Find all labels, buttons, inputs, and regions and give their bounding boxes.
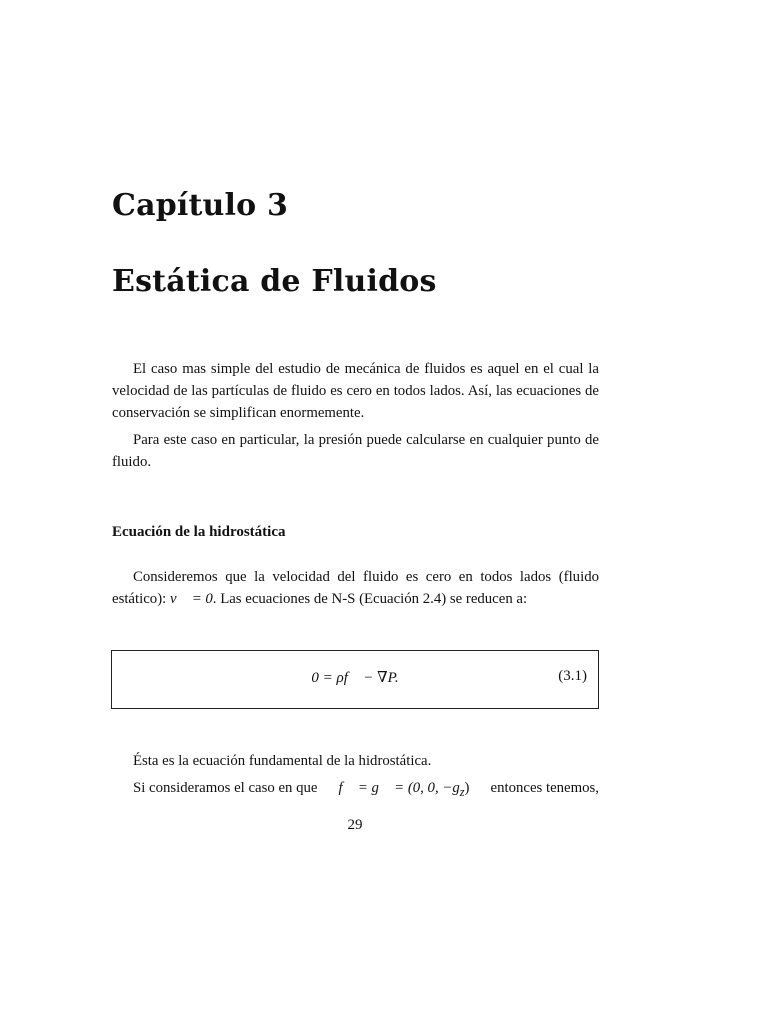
section-heading: Ecuación de la hidrostática [112,524,286,540]
page-number: 29 [347,817,363,833]
equation-expression-text: 0 = ρf⃗ − ∇P. [311,670,399,686]
after-equation-paragraph-2-line [133,777,599,803]
chapter-title: Estática de Fluidos [112,264,437,299]
section-paragraph-1 [112,566,599,610]
velocity-math: v⃗ = 0 [169,591,213,607]
after-equation-paragraph-2-after: entonces tenemos, [490,780,599,796]
equation-box [111,650,599,709]
equation-expression [112,668,598,687]
intro-paragraph-1-text: El caso mas simple del estudio de mecánica de fluidos es aquel en el cual la velocidad de las partículas de fluido es cero en todos lados. Así, las ecuaciones de conservación se simplifican enormemente. [112,361,599,421]
after-equation-paragraph-2-before: Si consideramos el caso en que [133,780,318,796]
equation-number: (3.1) [558,668,587,684]
section-paragraph-1-before: Consideremos que la velocidad del fluido es cero en todos lados (fluido estático): [112,569,599,607]
after-equation-paragraph-1 [112,750,599,772]
gravity-math-subscript: z [459,784,465,799]
after-equation-paragraph-2 [112,777,599,803]
gravity-math-text: f⃗ = g⃗ = (0, 0, −g [338,780,460,796]
gravity-math-close: ) [464,780,470,796]
section-paragraph-1-after: . Las ecuaciones de N-S (Ecuación 2.4) se reducen a: [212,591,528,607]
gravity-math [339,777,470,803]
intro-paragraph-1 [112,358,599,424]
after-equation-paragraph-1-text: Ésta es la ecuación fundamental de la hidrostática. [133,753,432,769]
section-paragraph-1-text [112,566,599,610]
chapter-label: Capítulo 3 [112,188,289,223]
intro-paragraph-2 [112,429,599,473]
intro-paragraph-2-text: Para este caso en particular, la presión puede calcularse en cualquier punto de fluido. [112,432,599,470]
